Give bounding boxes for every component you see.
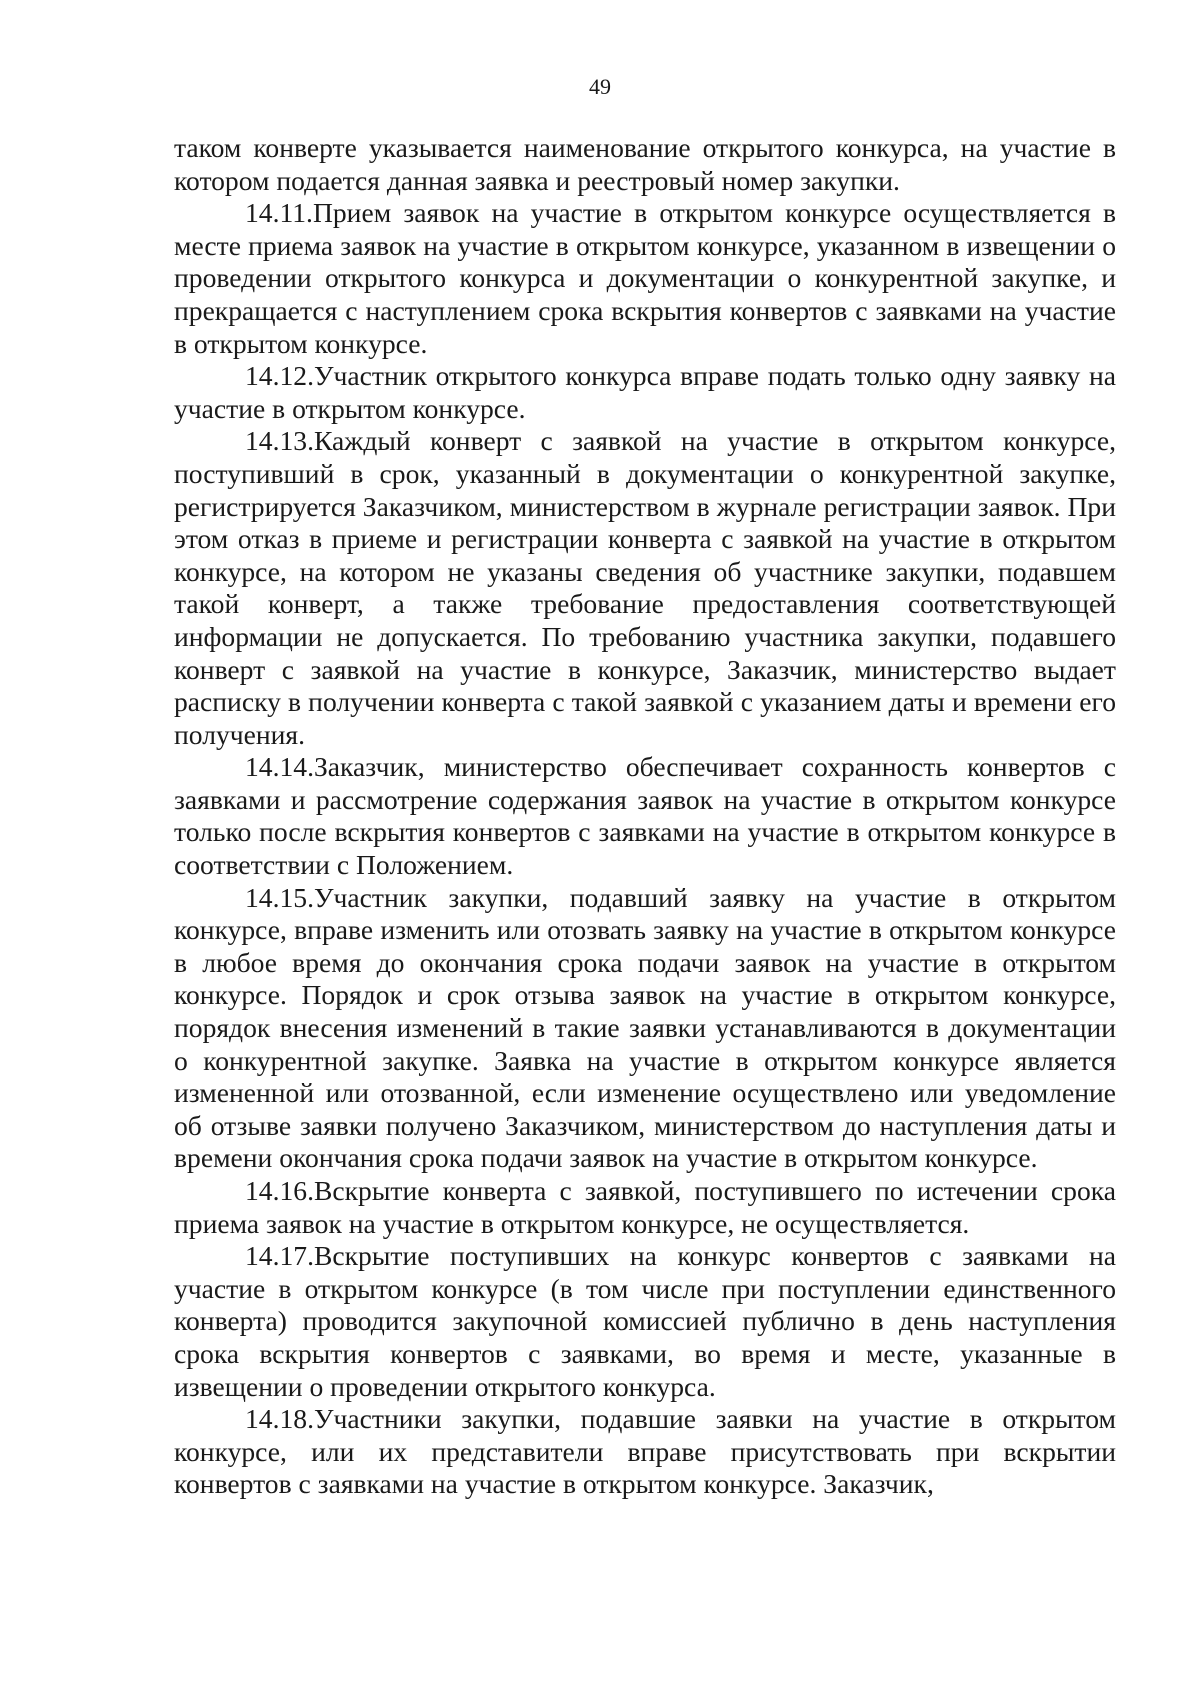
paragraph-14-16: 14.16.Вскрытие конверта с заявкой, поступившего по истечении срока приема заявок на участие в открытом конкурсе, не осуществляется. <box>174 1175 1116 1239</box>
paragraph-14-12: 14.12.Участник открытого конкурса вправе подать только одну заявку на участие в открытом конкурсе. <box>174 360 1116 424</box>
page-number: 49 <box>589 74 611 99</box>
document-body <box>174 132 1116 1501</box>
paragraph-14-18: 14.18.Участники закупки, подавшие заявки на участие в открытом конкурсе, или их представители вправе присутствовать при вскрытии конвертов с заявками на участие в открытом конкурсе. Заказчик, <box>174 1403 1116 1500</box>
paragraph-14-13: 14.13.Каждый конверт с заявкой на участие в открытом конкурсе, поступивший в срок, указанный в документации о конкурентной закупке, регистрируется Заказчиком, министерством в журнале регистрации заявок. При этом отказ в приеме и регистрации конверта с заявкой на участие в открытом конкурсе, на котором не указаны сведения об участнике закупки, подавшем такой конверт, а также требование предоставления соответствующей информации не допускается. По требованию участника закупки, подавшего конверт с заявкой на участие в конкурсе, Заказчик, министерство выдает расписку в получении конверта с такой заявкой с указанием даты и времени его получения. <box>174 425 1116 750</box>
paragraph-14-14: 14.14.Заказчик, министерство обеспечивает сохранность конвертов с заявками и рассмотрение содержания заявок на участие в открытом конкурсе только после вскрытия конвертов с заявками на участие в открытом конкурсе в соответствии с Положением. <box>174 751 1116 881</box>
paragraph-continuation: таком конверте указывается наименование открытого конкурса, на участие в котором подается данная заявка и реестровый номер закупки. <box>174 132 1116 196</box>
paragraph-14-11: 14.11.Прием заявок на участие в открытом конкурсе осуществляется в месте приема заявок на участие в открытом конкурсе, указанном в извещении о проведении открытого конкурса и документации о конкурентной закупке, и прекращается с наступлением срока вскрытия конвертов с заявками на участие в открытом конкурсе. <box>174 197 1116 359</box>
paragraph-14-15: 14.15.Участник закупки, подавший заявку на участие в открытом конкурсе, вправе изменить или отозвать заявку на участие в открытом конкурсе в любое время до окончания срока подачи заявок на участие в открытом конкурсе. Порядок и срок отзыва заявок на участие в открытом конкурсе, порядок внесения изменений в такие заявки устанавливаются в документации о конкурентной закупке. Заявка на участие в открытом конкурсе является измененной или отозванной, если изменение осуществлено или уведомление об отзыве заявки получено Заказчиком, министерством до наступления даты и времени окончания срока подачи заявок на участие в открытом конкурсе. <box>174 881 1116 1174</box>
paragraph-14-17: 14.17.Вскрытие поступивших на конкурс конвертов с заявками на участие в открытом конкурсе (в том числе при поступлении единственного конверта) проводится закупочной комиссией публично в день наступления срока вскрытия конвертов с заявками, во время и месте, указанные в извещении о проведении открытого конкурса. <box>174 1240 1116 1402</box>
